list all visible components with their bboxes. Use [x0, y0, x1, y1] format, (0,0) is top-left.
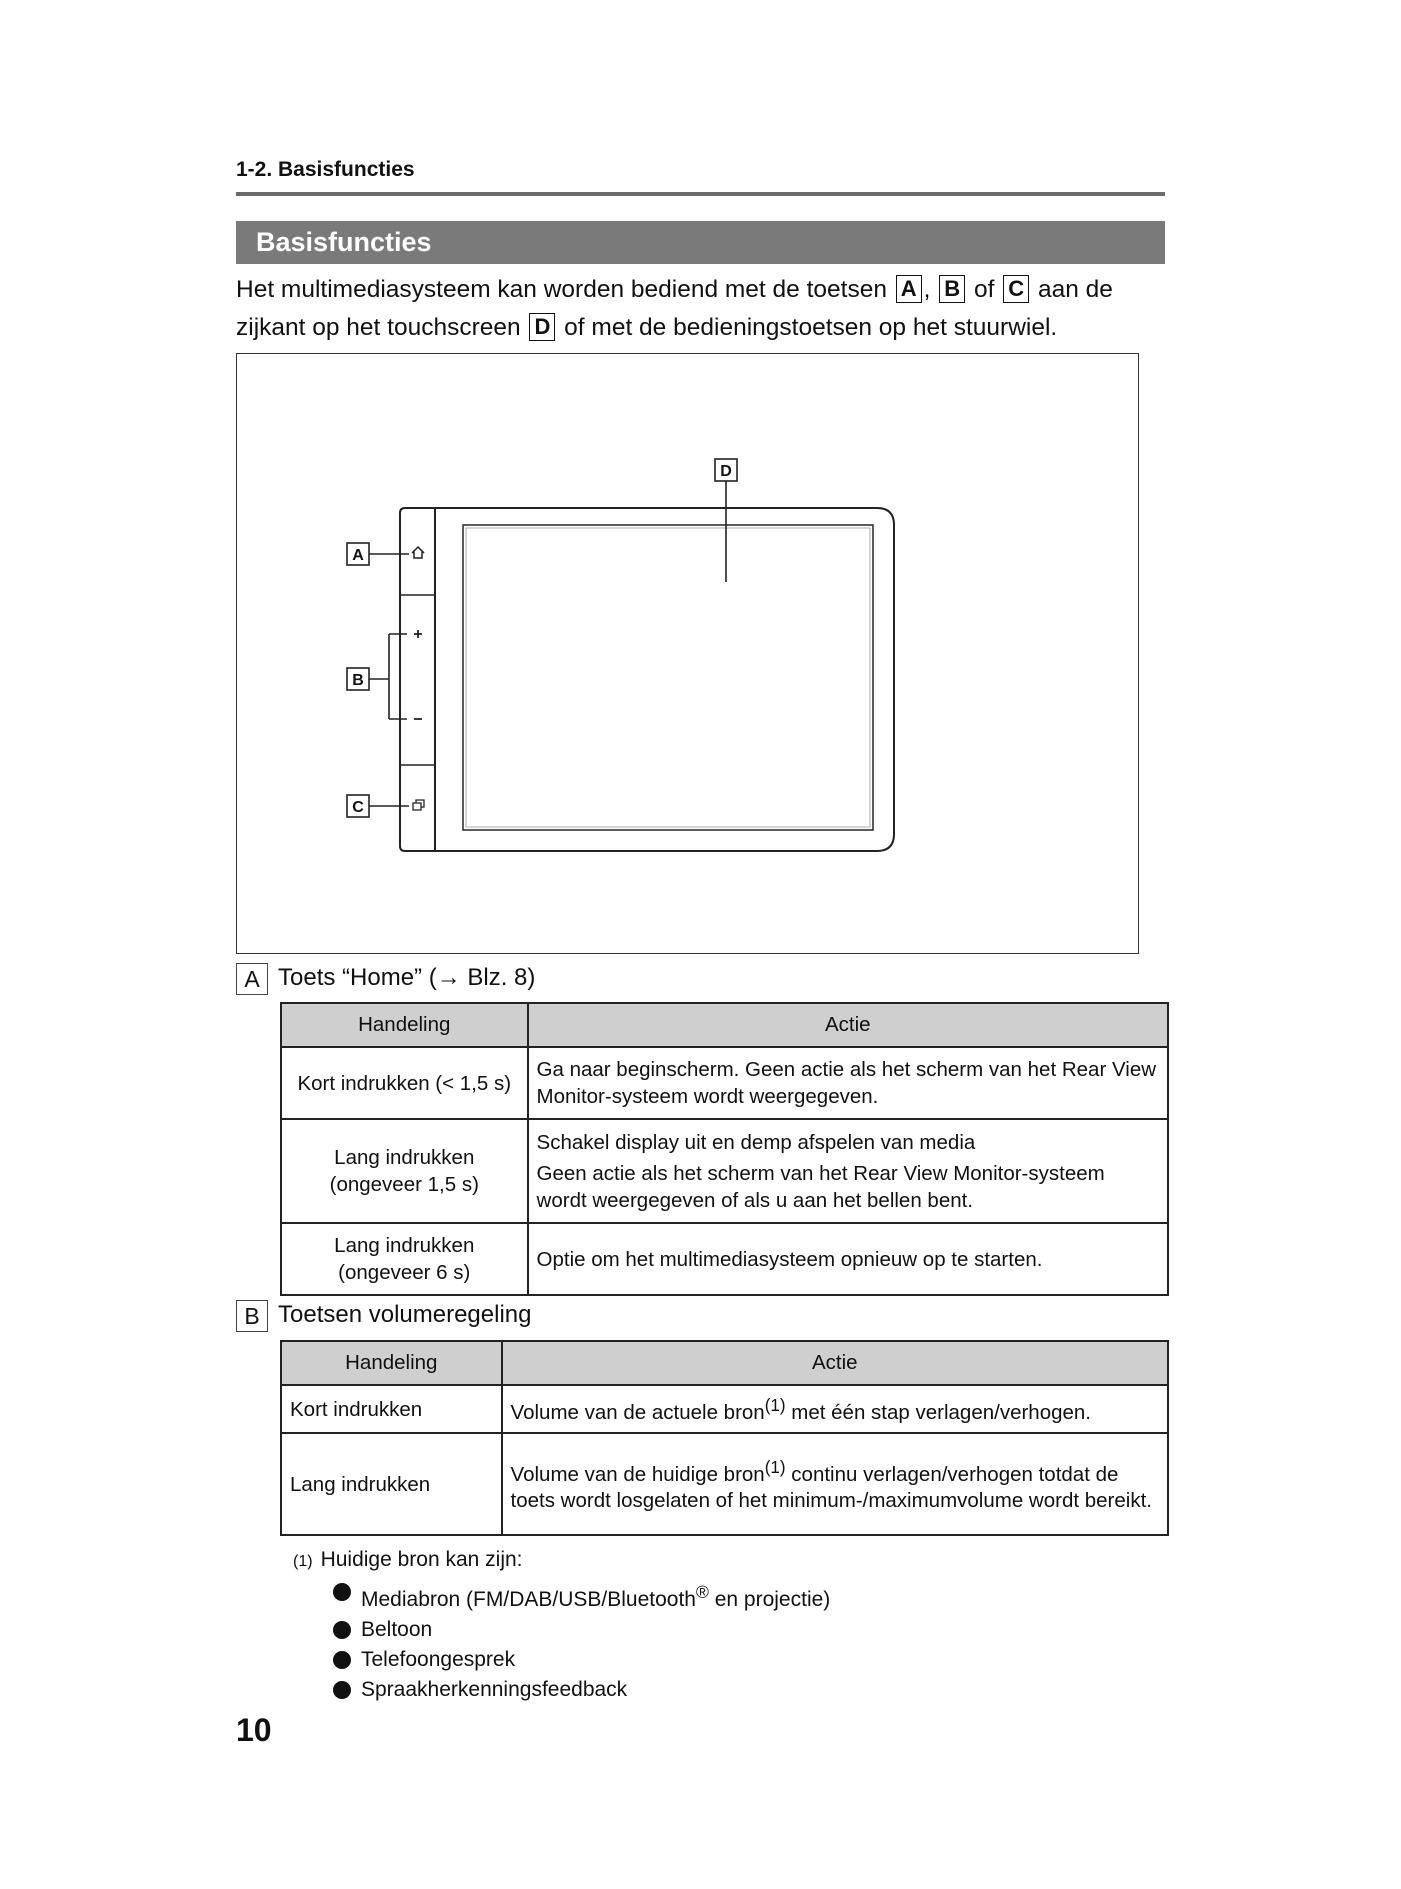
section-b-letter: B [236, 1300, 268, 1332]
footnote-ref: (1) [764, 1457, 786, 1477]
registered-mark: ® [695, 1582, 709, 1602]
section-a-heading [236, 961, 535, 995]
footnote [293, 1545, 830, 1705]
list-item-text: en projectie) [708, 1588, 831, 1611]
app-switch-icon [413, 800, 424, 810]
list-item-text: Telefoongesprek [361, 1648, 516, 1671]
cell-actie: Ga naar beginscherm. Geen actie als het scherm van het Rear View Monitor-systeem wordt weergegeven. [528, 1047, 1168, 1119]
footnote-intro: Huidige bron kan zijn: [320, 1548, 523, 1571]
section-header: 1-2. Basisfuncties [236, 158, 415, 181]
bullet-icon [333, 1651, 351, 1669]
table-row [281, 1119, 1168, 1223]
cell-actie-text: met één stap verlagen/verhogen. [785, 1400, 1091, 1424]
list-item [333, 1645, 830, 1675]
page-number: 10 [236, 1712, 272, 1748]
table-header-row [281, 1341, 1168, 1385]
col-header-handeling: Handeling [281, 1003, 528, 1047]
callout-a: A [352, 547, 364, 564]
list-item [333, 1615, 830, 1645]
intro-sep: , [923, 276, 931, 303]
intro-of: of [974, 276, 995, 303]
cell-actie-line: Schakel display uit en demp afspelen van media [536, 1130, 976, 1154]
key-d-label: D [529, 313, 555, 341]
callout-b: B [352, 672, 364, 689]
footnote-marker: (1) [293, 1553, 313, 1570]
key-a-label: A [896, 275, 922, 303]
cell-handeling: Lang indrukken [281, 1433, 502, 1535]
touchscreen-diagram [236, 353, 1139, 954]
cell-actie-text: continu verlagen/verhogen totdat de toets wordt losgelaten of het minimum-/maximumvolume wordt bereikt. [510, 1462, 1152, 1513]
cell-handeling: Lang indrukken (ongeveer 1,5 s) [281, 1119, 528, 1223]
cell-actie-text: Volume van de actuele bron [510, 1400, 765, 1424]
list-item-text: Beltoon [361, 1618, 433, 1641]
list-item [333, 1675, 830, 1705]
header-rule [236, 192, 1165, 196]
section-b-heading [236, 1298, 532, 1332]
screen-display-inner [466, 528, 870, 827]
volume-keys-table [280, 1340, 1169, 1536]
cell-actie-line: Geen actie als het scherm van het Rear View Monitor-systeem wordt weergegeven of als u aan het bellen bent. [536, 1161, 1105, 1212]
callout-d: D [720, 463, 732, 480]
cell-actie: Optie om het multimediasysteem opnieuw op te starten. [528, 1223, 1168, 1295]
cell-handeling: Lang indrukken (ongeveer 6 s) [281, 1223, 528, 1295]
list-item [333, 1577, 830, 1615]
col-header-handeling: Handeling [281, 1341, 502, 1385]
key-b-label: B [939, 275, 965, 303]
callout-b-bracket [369, 634, 407, 719]
list-item-text: Spraakherkenningsfeedback [361, 1678, 628, 1701]
section-a-letter: A [236, 963, 268, 995]
home-icon [412, 547, 424, 558]
section-a-title: Toets “Home” (→ Blz. 8) [278, 964, 536, 991]
callout-c: C [352, 799, 364, 816]
page-title: Basisfuncties [236, 221, 1165, 264]
key-c-label: C [1003, 275, 1029, 303]
section-b-title: Toetsen volumeregeling [278, 1301, 532, 1328]
footnote-intro-line [293, 1545, 830, 1577]
col-header-actie: Actie [528, 1003, 1168, 1047]
plus-icon [414, 630, 422, 638]
intro-paragraph [236, 271, 1171, 347]
screen-display [463, 525, 873, 830]
bullet-icon [333, 1681, 351, 1699]
bullet-icon [333, 1621, 351, 1639]
footnote-ref: (1) [764, 1396, 786, 1416]
cell-actie [502, 1385, 1168, 1433]
device-body [400, 508, 894, 851]
col-header-actie: Actie [502, 1341, 1168, 1385]
footnote-list [293, 1577, 830, 1705]
table-row [281, 1047, 1168, 1119]
table-row [281, 1223, 1168, 1295]
cell-handeling: Kort indrukken (< 1,5 s) [281, 1047, 528, 1119]
list-item-text: Mediabron (FM/DAB/USB/Bluetooth [361, 1588, 696, 1611]
table-row [281, 1433, 1168, 1535]
table-row [281, 1385, 1168, 1433]
cell-handeling: Kort indrukken [281, 1385, 502, 1433]
cell-actie-text: Volume van de huidige bron [510, 1462, 765, 1486]
intro-text-2: aan de zijkant op het touchscreen [236, 276, 1113, 341]
cell-actie [528, 1119, 1168, 1223]
bullet-icon [333, 1583, 351, 1601]
touchscreen-diagram-svg [237, 354, 1140, 955]
cell-actie [502, 1433, 1168, 1535]
intro-text-1: Het multimediasysteem kan worden bediend met de toetsen [236, 276, 887, 303]
table-header-row [281, 1003, 1168, 1047]
home-key-table [280, 1002, 1169, 1296]
intro-text-3: of met de bedieningstoetsen op het stuurwiel. [564, 314, 1058, 341]
